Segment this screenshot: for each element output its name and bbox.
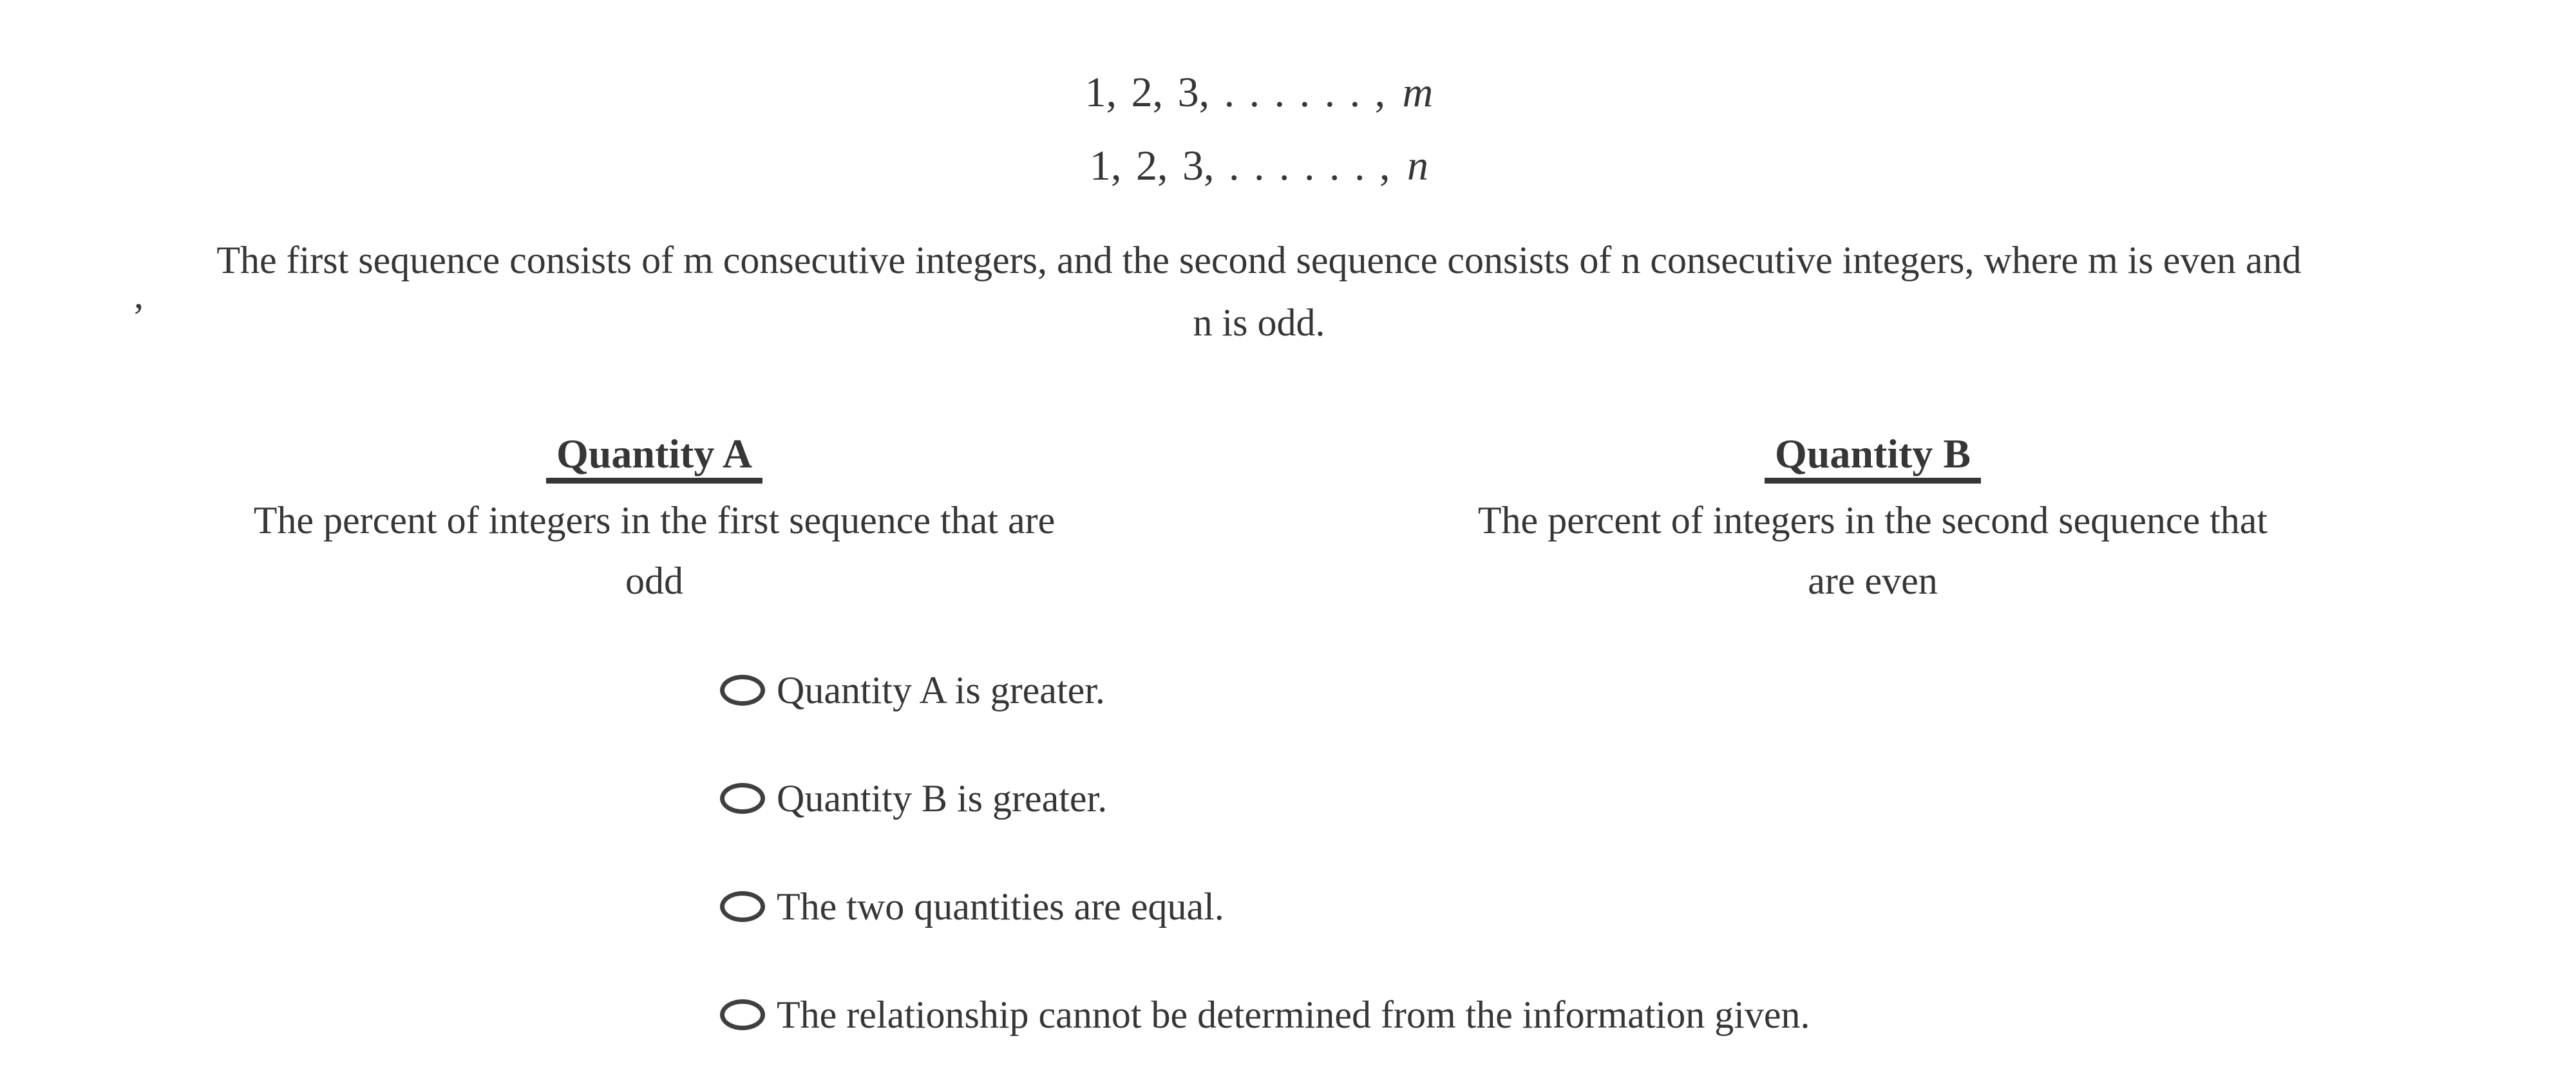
quantity-b-description (1390, 490, 2356, 611)
quantity-a-description-line-1: The percent of integers in the first sequence that are (253, 499, 1056, 542)
quantity-b-heading: Quantity B (1765, 431, 1981, 484)
quantity-a-heading: Quantity A (546, 431, 762, 484)
sequence-1-prefix: 1, 2, 3, . . . . . . , (1084, 69, 1400, 116)
option-label[interactable]: The two quantities are equal. (777, 885, 1224, 928)
radio-button-icon[interactable] (720, 783, 765, 814)
radio-button-icon[interactable] (720, 891, 765, 922)
quantity-a-description (171, 490, 1137, 611)
sequence-2-prefix: 1, 2, 3, . . . . . . , (1090, 142, 1405, 189)
sequence-2-variable: n (1407, 142, 1428, 189)
quantity-a-column (171, 431, 1137, 611)
quantity-b-description-line-2: are even (1808, 560, 1938, 602)
problem-statement-line-2: n is odd. (1193, 301, 1325, 344)
quantity-a-description-line-2: odd (625, 560, 683, 602)
sequence-1-variable: m (1402, 69, 1434, 116)
option-quantities-equal[interactable] (720, 885, 1810, 928)
option-quantity-b-greater[interactable] (720, 777, 1810, 820)
option-cannot-be-determined[interactable] (720, 993, 1810, 1037)
option-quantity-a-greater[interactable] (720, 668, 1810, 712)
sequence-line-2 (0, 142, 2518, 191)
option-label[interactable]: The relationship cannot be determined from the information given. (777, 994, 1810, 1036)
sequence-line-1 (0, 68, 2518, 117)
problem-statement-line-1: The first sequence consists of m consecutive integers, and the second sequence consists of n consecutive integers, where m is even and (216, 239, 2302, 281)
answer-options (720, 668, 1810, 1037)
problem-statement (0, 229, 2518, 354)
option-label[interactable]: Quantity B is greater. (777, 777, 1108, 820)
radio-button-icon[interactable] (720, 999, 765, 1030)
option-label[interactable]: Quantity A is greater. (777, 669, 1105, 711)
quantity-b-column (1390, 431, 2356, 611)
radio-button-icon[interactable] (720, 675, 765, 706)
stray-apostrophe: ’ (132, 296, 145, 338)
quantity-b-description-line-1: The percent of integers in the second sequence that (1477, 499, 2268, 542)
